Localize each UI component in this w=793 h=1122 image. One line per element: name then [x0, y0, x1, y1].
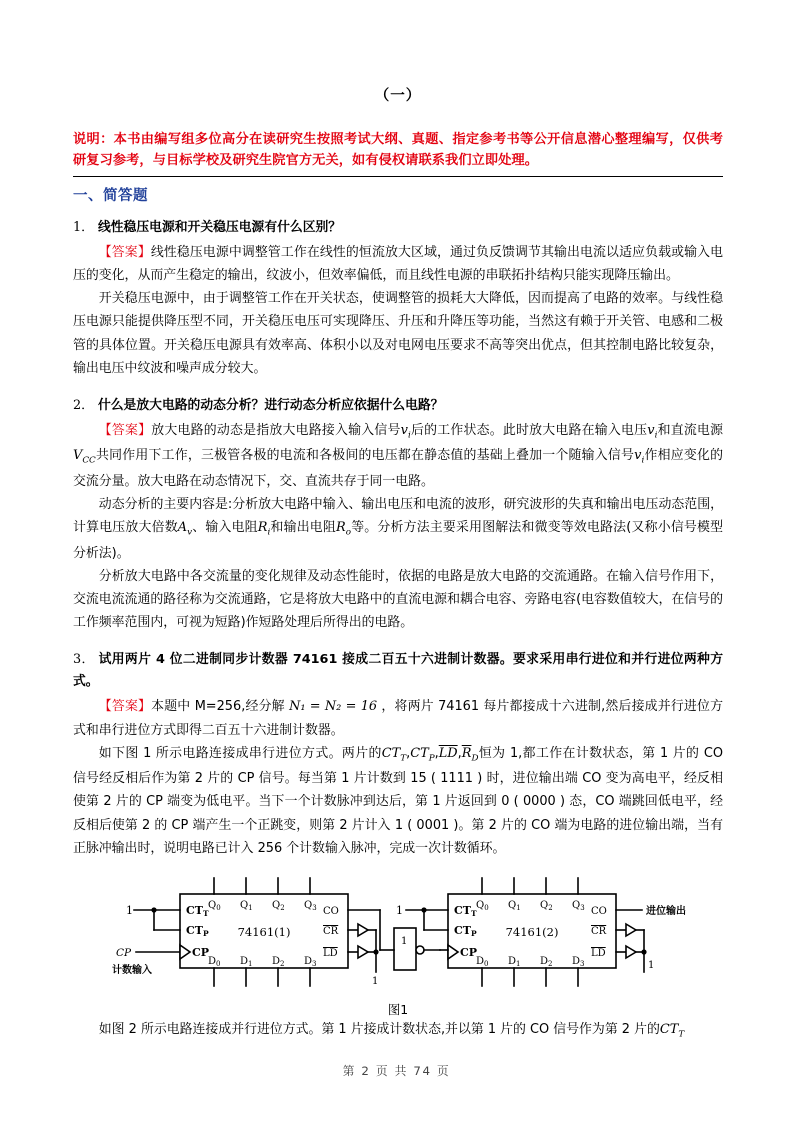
answer-tag: 【答案】 [98, 423, 152, 439]
chip-2-bot-pin-d3: $D_3$ [572, 956, 585, 969]
symbol-rd-bar [461, 745, 479, 764]
question-1-answer-para-2: 开关稳压电源中，由于调整管工作在开关状态，使调整管的损耗大大降低，因而提高了电路的效率。与线性稳压电源只能提供降压型不同，开关稳压电压可实现降压、升压和升降压等功能，当然这有赖于开关管、电感和二极管的具体位置。开关稳压电源具有效率高、体积小以及对电网电压要求不高等突出优点，但其控制电路比较复杂，输出电压中纹波和噪声成分较大。 [73, 291, 723, 376]
page-title: （一） [374, 88, 422, 104]
chip-1-pin-ctp: CTP [186, 924, 209, 939]
question-2-number: 2． [73, 398, 94, 414]
symbol-base: A [177, 520, 188, 536]
inverter-body [394, 928, 416, 970]
answer-text-b: 后的工作状态。此时放大电路在输入电压 [410, 423, 648, 439]
answer-text-d: 共同作用下工作，三极管各极的电流和各极间的电压都在静态值的基础上叠加一个随输入信号 [95, 448, 635, 464]
chip-1-bot-pin-d1: $D_1$ [240, 956, 253, 969]
chip-1-clock-label: CP [116, 947, 132, 960]
symbol-base: V [73, 448, 83, 464]
chip-1-clock-triangle [180, 945, 190, 959]
chip-2-top-pin-q2: $Q_2$ [540, 900, 553, 913]
chip-2-bot-pin-d2: $D_2$ [540, 956, 553, 969]
figure-1-container [73, 872, 723, 1018]
symbol-base: CT [381, 745, 401, 761]
chip-2-pin-cr: CR [591, 926, 607, 938]
chip-1-pin-ld: LD [323, 948, 338, 960]
symbol-ctt [381, 745, 407, 764]
symbol-subscript: P [428, 753, 435, 764]
symbol-base: CT [410, 745, 429, 761]
notice-divider [73, 176, 723, 177]
answer-text-a: 本题中 M=256,经分解 [151, 699, 290, 715]
separator: , [406, 745, 411, 761]
question-3-answer-para-3 [73, 1018, 723, 1043]
answer-text: 线性稳压电源中调整管工作在线性的恒流放大区域，通过负反馈调节其输出电流以适应负载或输入电压的变化，从而产生稳定的输出，纹波小，但效率偏低，而且线性电源的串联拓扑结构只能实现降压输出。 [73, 244, 724, 283]
chip-1-top-pin-q2: $Q_2$ [272, 900, 285, 913]
chip-2-pin-ld: LD [591, 948, 606, 960]
spacer [73, 380, 723, 395]
answer-text-a: 如图 2 所示电路连接成并行进位方式。第 1 片接成计数状态,并以第 1 片的 CO 信号作为第 2 片的 [98, 1022, 660, 1038]
chip-1-bot-pin-d0: $D_0$ [208, 956, 221, 969]
symbol-vi-1 [400, 423, 411, 441]
chip-2-pin-cp: CP [460, 946, 478, 960]
chip-1-top-pin-q0: $Q_0$ [208, 900, 221, 913]
chip-1-input-high-label: 1 [126, 904, 133, 918]
chip-2-top-pin-q3: $Q_3$ [572, 900, 585, 913]
symbol-subscript: CC [82, 455, 96, 466]
question-1-number: 1． [73, 219, 94, 235]
symbol-subscript: T [678, 1029, 685, 1040]
answer-text-c: 和直流电源 [657, 423, 723, 439]
question-2-answer-para-2 [73, 493, 723, 565]
symbol-subscript: i [407, 430, 411, 441]
chip-2-input-high-label: 1 [396, 904, 403, 918]
inverter-bubble [416, 946, 424, 954]
chip-1-top-pin-q1: $Q_1$ [240, 900, 253, 913]
red-notice-text: 说明：本书由编写组多位高分在读研究生按照考试大纲、真题、指定参考书等公开信息潜心整理编写，仅供考研复习参考，与目标学校及研究生院官方无关，如有侵权请联系我们立即处理。 [73, 132, 723, 169]
question-2-answer-para-1 [73, 419, 723, 493]
answer-tag: 【答案】 [98, 244, 151, 260]
symbol-vcc [73, 448, 96, 466]
question-1-answer-para-1 [73, 241, 723, 287]
figure-1-caption: 图1 [387, 1002, 409, 1018]
symbol-ro [336, 520, 351, 538]
symbol-subscript: T [400, 753, 407, 764]
page-footer: 第 2 页 共 74 页 [342, 1064, 451, 1078]
symbol-subscript: v [187, 527, 193, 538]
chip-2-top-pin-q1: $Q_1$ [508, 900, 521, 913]
answer-text-b: 恒为 1,都工作在计数状态，第 1 片的 CO 信号经反相后作为第 2 片的 CP 信号。每当第 1 片计数到 15 ( 1111 ) 时，进位输出端 CO 变为高电平，经反相使第 2 片的 CP 端变为低电平。当下一个计数脉冲到达后，第 1 片返回到 0 ( 0000 ) 态，CO 端跳回低电平，经反相后使第 2 的 CP 端产生一个正跳变，则第 2 片计入 1 ( 0001 )。第 2 片的 CO 端为电路的进位输出端，当有正脉冲输出时，说明电路已计入 256 个计数输入脉冲，完成一次计数循环。 [73, 745, 723, 856]
answer-tag: 【答案】 [98, 699, 152, 715]
chip-1-clock-note: 计数输入 [112, 965, 152, 977]
chip-1-bot-pin-d3: $D_3$ [304, 956, 317, 969]
symbol-vi-2 [647, 423, 658, 441]
section-heading-short-answer: 一、简答题 [73, 187, 148, 204]
separator: , [457, 745, 462, 761]
answer-text-b: ，将两片 74161 每片都接成十六进制,然后接成并行进位方式和串行进位方式即得二百五十六进制计数器。 [73, 699, 723, 738]
chip-1-pin-ctt: CTT [186, 904, 209, 919]
symbol-ld-bar: $\overline{LD}$ [438, 745, 458, 761]
chip-2-top-pin-q0: $Q_0$ [476, 900, 489, 913]
chip-1-top-pin-q3: $Q_3$ [304, 900, 317, 913]
question-3-title: 试用两片 4 位二进制同步计数器 74161 接成二百五十六进制计数器。要求采用串行进位和并行进位两种方式。 [73, 652, 723, 690]
spacer [73, 634, 723, 649]
chip-2-pin-co: CO [591, 906, 607, 918]
chip-2-clock-triangle [448, 945, 458, 959]
question-2-answer-para-3: 分析放大电路中各交流量的变化规律及动态性能时，依据的电路是放大电路的交流通路。在输入信号作用下，交流电流流通的路径称为交流通路，它是将放大电路中的直流电源和耦合电容、旁路电容(电容数值较大，在信号的工作频率范围内，可视为短路)作短路处理后所得出的电路。 [73, 568, 723, 631]
symbol-base: R [336, 520, 346, 536]
question-3-heading [73, 649, 723, 693]
symbol-subscript: i [641, 455, 645, 466]
chip-2-bot-pin-d0: $D_0$ [476, 956, 489, 969]
answer-text-a: 如下图 1 所示电路连接成串行进位方式。两片的 [98, 745, 382, 761]
inverter-label: 1 [401, 936, 408, 948]
chip-1-tie-high: 1 [372, 976, 379, 988]
answer-text-c: 和输出电阻 [270, 520, 336, 536]
chip-2-bot-pin-d1: $D_1$ [508, 956, 521, 969]
symbol-subscript: i [654, 430, 658, 441]
chip-2-carry-out-label: 进位输出 [646, 906, 686, 918]
equation-n1-n2: N₁ = N₂ = 16 [289, 699, 378, 715]
symbol-ctt-2 [659, 1022, 685, 1040]
symbol-subscript: i [267, 527, 271, 538]
chip-2-pin-ctt: CTT [454, 904, 477, 919]
symbol-base: v [647, 423, 655, 439]
chip-1-bot-pin-d2: $D_2$ [272, 956, 285, 969]
answer-text-d: 等。分析方法主要采用图解法和微变等效电路法(又称小信号模型分析法)。 [73, 520, 724, 561]
page-content [73, 0, 723, 1043]
symbol-ri [257, 520, 271, 538]
answer-text-b: 、输入电阻 [192, 520, 258, 536]
question-1-heading [73, 217, 723, 239]
symbol-ctp [410, 745, 435, 764]
symbol-vi-3 [634, 448, 645, 466]
symbol-base: R [257, 520, 268, 536]
question-2-heading [73, 395, 723, 417]
answer-text-a: 动态分析的主要内容是:分析放大电路中输入、输出电压和电流的波形，研究波形的失真和输出电压动态范围，计算电压放大倍数 [73, 496, 723, 536]
symbol-base: CT [659, 1022, 679, 1038]
chip-1-label: 74161(1) [237, 925, 291, 940]
chip-2-label: 74161(2) [505, 925, 559, 940]
answer-text-e: 作相应变化的交流分量。放大电路在动态情况下，交、直流共存于同一电路。 [73, 448, 724, 489]
chip-1-pin-co: CO [323, 906, 339, 918]
chip-2-tie-high: 1 [648, 960, 655, 972]
question-3-answer-para-2 [73, 742, 723, 860]
question-1-title: 线性稳压电源和开关稳压电源有什么区别？ [97, 219, 342, 235]
chip-1-pin-cr: CR [323, 926, 339, 938]
symbol-subscript: D [471, 753, 479, 764]
symbol-base: v [634, 448, 642, 464]
answer-text-a: 放大电路的动态是指放大电路接入输入信号 [151, 423, 401, 439]
question-2-title: 什么是放大电路的动态分析？进行动态分析应依据什么电路？ [97, 398, 444, 414]
question-3-number: 3． [73, 652, 95, 668]
symbol-base: $\overline{R}$ [461, 745, 472, 761]
symbol-subscript: o [345, 527, 351, 538]
chip-2-pin-ctp: CTP [454, 924, 477, 939]
symbol-base: v [400, 423, 408, 439]
separator: , [434, 745, 439, 761]
symbol-av [177, 520, 193, 538]
chip-1-pin-cp: CP [192, 946, 210, 960]
circuit-diagram-74161-serial-carry [112, 872, 686, 994]
question-3-answer-para-1 [73, 695, 723, 741]
